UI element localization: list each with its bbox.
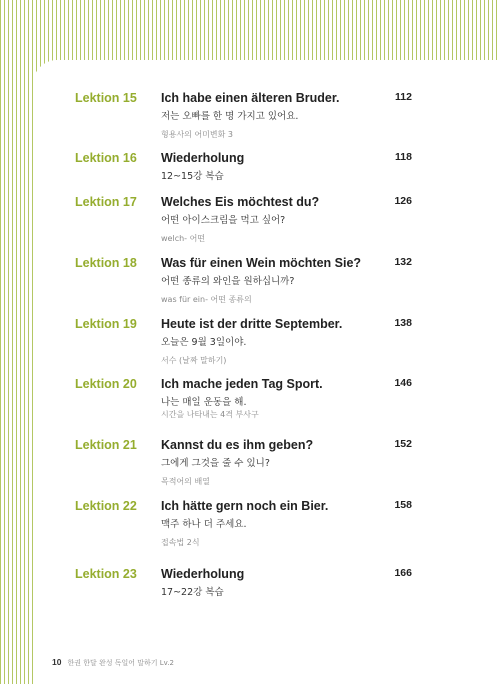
toc-entry xyxy=(33,256,500,316)
page-number: 146 xyxy=(394,377,412,389)
lesson-translation: 17~22강 복습 xyxy=(161,587,224,598)
page-number: 166 xyxy=(394,567,412,579)
lektion-number: Lektion 19 xyxy=(75,317,137,331)
page-number: 132 xyxy=(394,256,412,268)
grammar-note: 형용사의 어미변화 3 xyxy=(161,130,233,139)
page-number: 152 xyxy=(394,438,412,450)
toc-entry xyxy=(33,377,500,437)
contents-page xyxy=(33,60,500,684)
lektion-number: Lektion 17 xyxy=(75,195,137,209)
page-number: 118 xyxy=(395,151,412,163)
toc-entry xyxy=(33,567,500,627)
grammar-note: was für ein- 어떤 종류의 xyxy=(161,295,252,304)
grammar-note: welch- 어떤 xyxy=(161,234,206,243)
lektion-number: Lektion 20 xyxy=(75,377,137,391)
lektion-number: Lektion 16 xyxy=(75,151,137,165)
lesson-title: Was für einen Wein möchten Sie? xyxy=(161,256,362,270)
lesson-translation: 저는 오빠를 한 명 가지고 있어요. xyxy=(161,111,299,122)
lektion-number: Lektion 15 xyxy=(75,91,137,105)
lesson-title: Heute ist der dritte September. xyxy=(161,317,343,331)
lesson-translation: 12~15강 복습 xyxy=(161,171,224,182)
lesson-title: Ich hätte gern noch ein Bier. xyxy=(161,499,329,513)
grammar-note: 서수 (날짜 말하기) xyxy=(161,356,227,365)
footer-page-number: 10 xyxy=(52,657,62,667)
page-number: 158 xyxy=(394,499,412,511)
lesson-translation: 맥주 하나 더 주세요. xyxy=(161,519,247,530)
page-footer xyxy=(52,650,174,669)
toc-entry xyxy=(33,438,500,498)
lesson-title: Welches Eis möchtest du? xyxy=(161,195,320,209)
lesson-translation: 어떤 아이스크림을 먹고 싶어? xyxy=(161,215,286,226)
lesson-title: Ich mache jeden Tag Sport. xyxy=(161,377,323,391)
toc-entry xyxy=(33,317,500,377)
grammar-note: 시간을 나타내는 4격 부사구 xyxy=(161,410,259,419)
footer-book-title: 한권 한달 완성 독일어 말하기 Lv.2 xyxy=(67,659,174,667)
lesson-title: Kannst du es ihm geben? xyxy=(161,438,314,452)
lesson-title: Wiederholung xyxy=(161,151,245,165)
page-number: 138 xyxy=(394,317,412,329)
lektion-number: Lektion 18 xyxy=(75,256,137,270)
toc-entry xyxy=(33,195,500,255)
lesson-title: Ich habe einen älteren Bruder. xyxy=(161,91,340,105)
lektion-number: Lektion 22 xyxy=(75,499,137,513)
grammar-note: 목적어의 배열 xyxy=(161,477,210,486)
lektion-number: Lektion 21 xyxy=(75,438,137,452)
page-number: 112 xyxy=(395,91,412,103)
lesson-translation: 그에게 그것을 줄 수 있니? xyxy=(161,458,270,469)
lesson-translation: 나는 매일 운동을 해. xyxy=(161,397,247,408)
lesson-translation: 어떤 종류의 와인을 원하십니까? xyxy=(161,276,295,287)
lektion-number: Lektion 23 xyxy=(75,567,137,581)
lesson-title: Wiederholung xyxy=(161,567,245,581)
grammar-note: 접속법 2식 xyxy=(161,538,200,547)
toc-entry xyxy=(33,499,500,559)
page-number: 126 xyxy=(394,195,412,207)
toc-entry xyxy=(33,91,500,151)
lesson-translation: 오늘은 9월 3일이야. xyxy=(161,337,247,348)
